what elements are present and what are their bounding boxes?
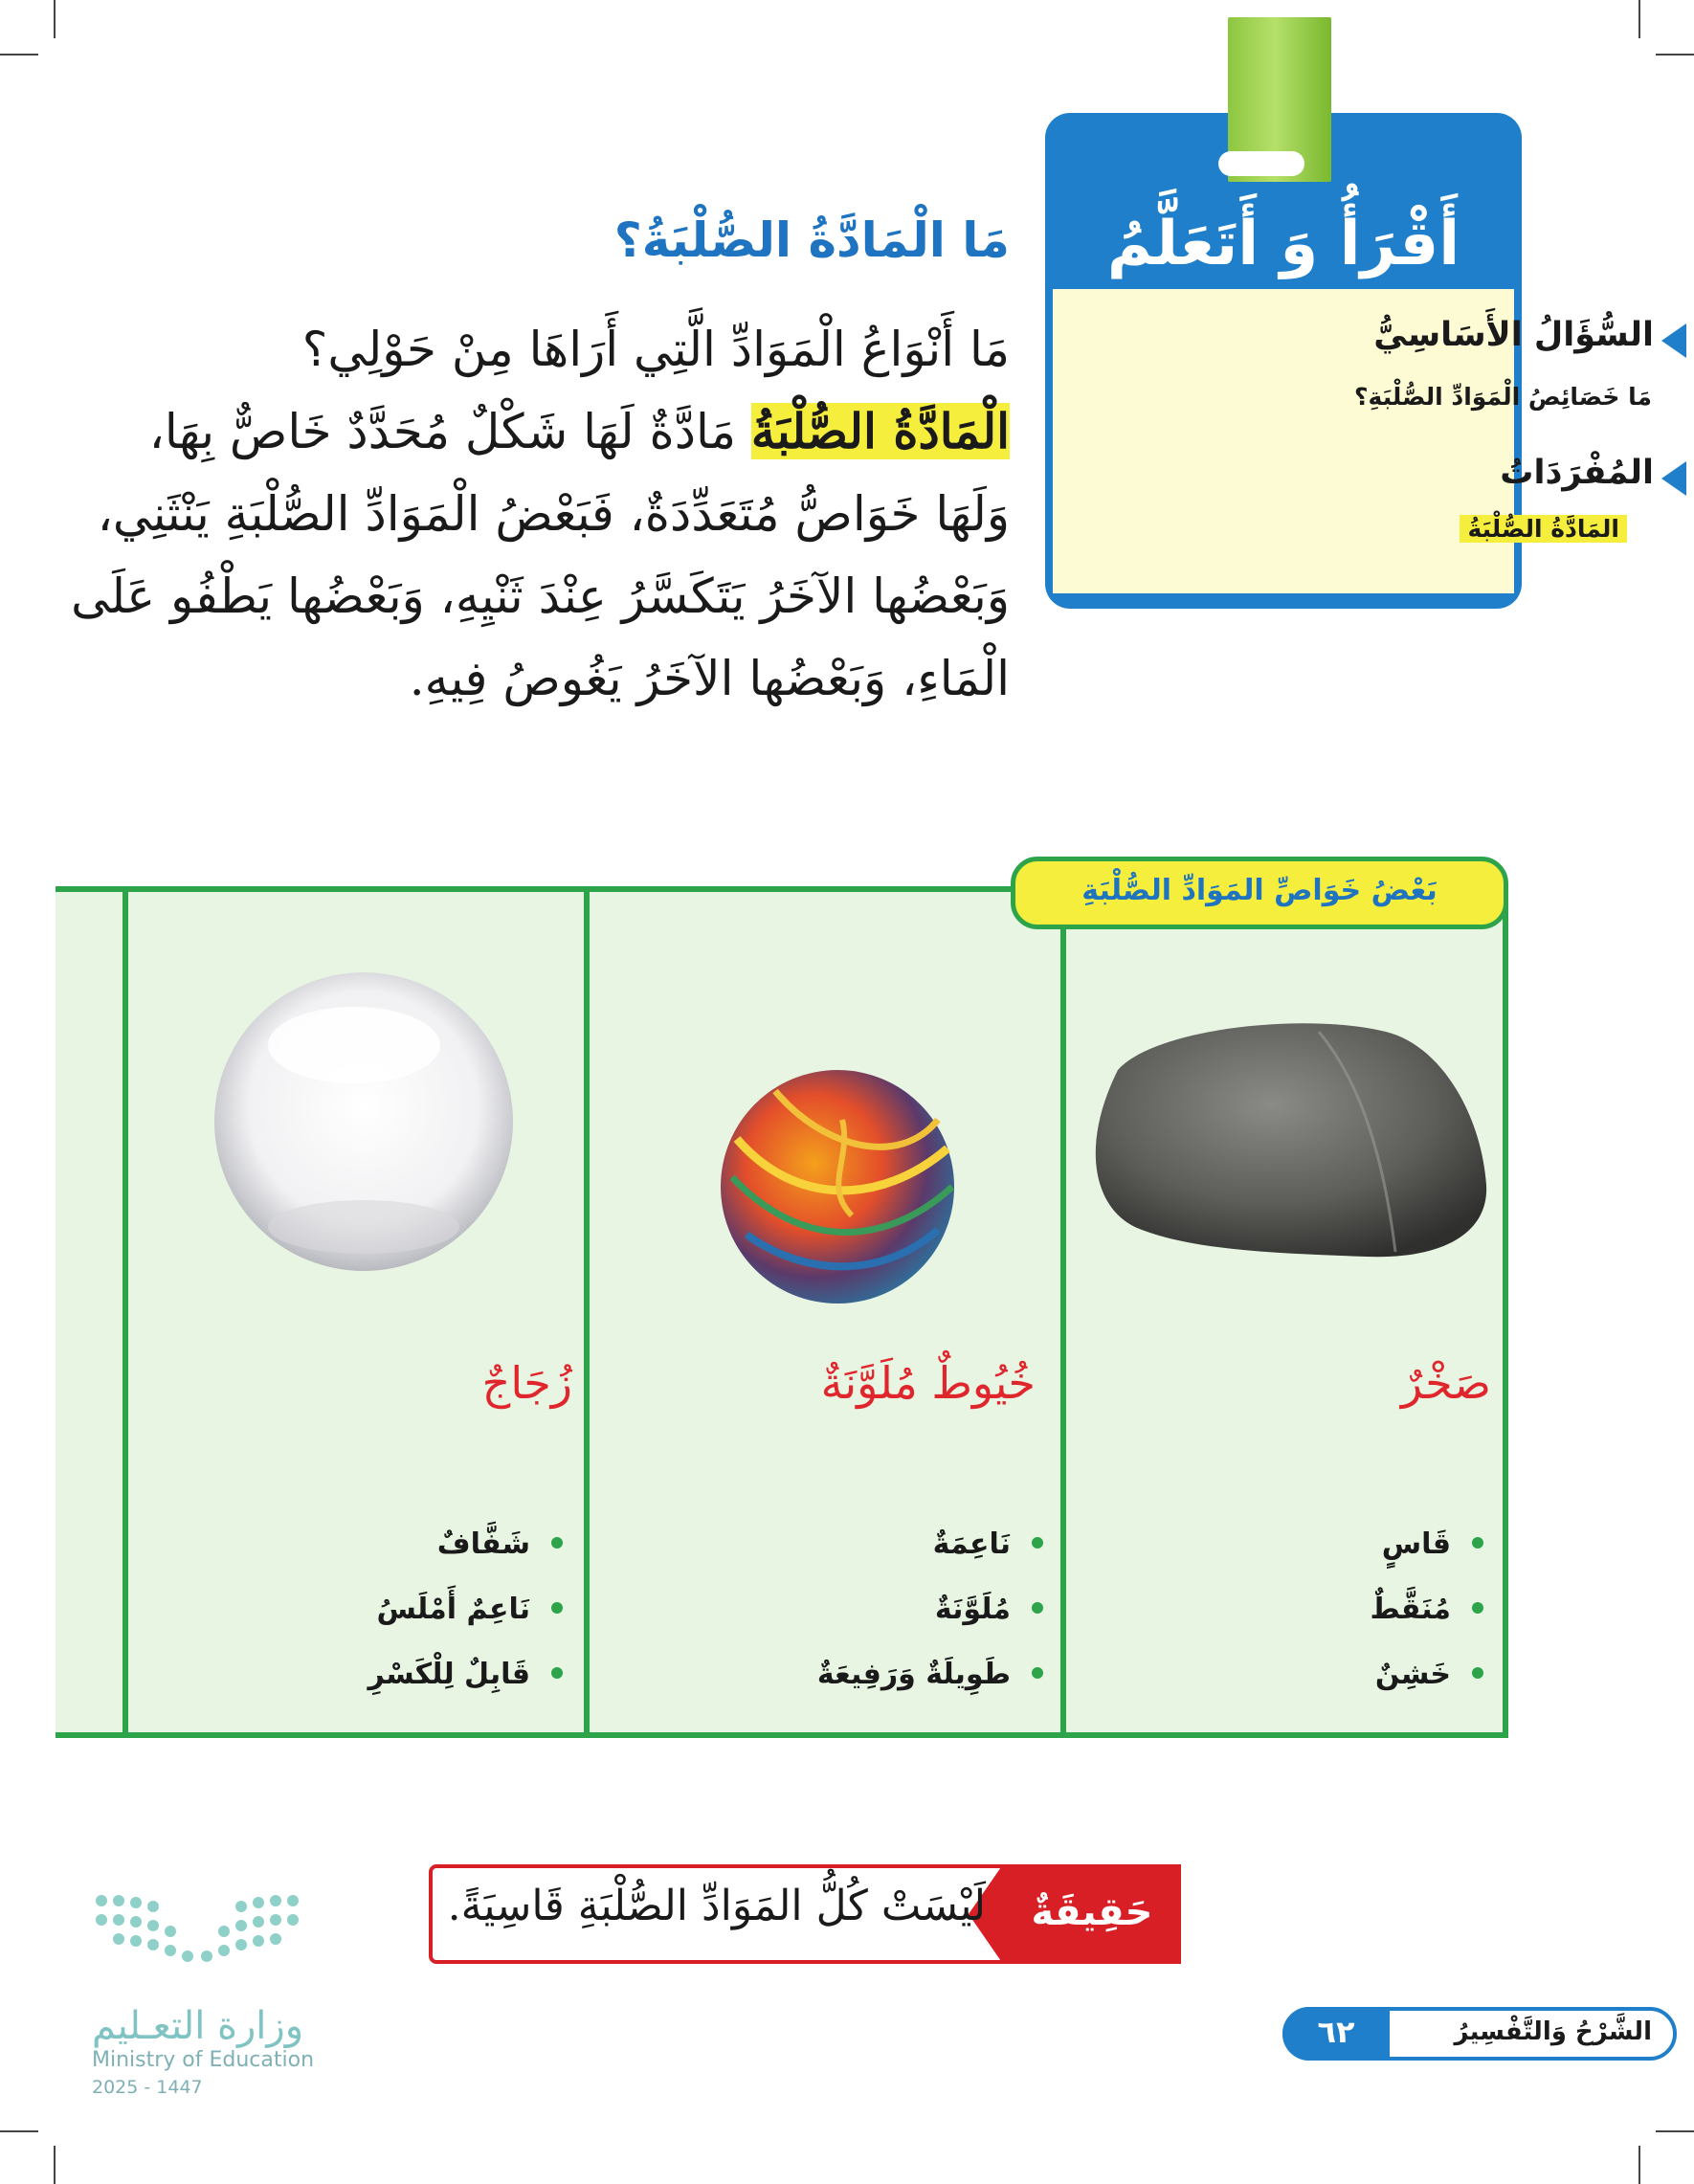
fact-label: حَقِيقَةٌ (1003, 1864, 1181, 1964)
ministry-logo-icon (92, 1882, 302, 1987)
column-divider (123, 886, 128, 1738)
list-item: طَوِيلَةٌ وَرَفِيعَةٌ (817, 1646, 1043, 1711)
crop-mark (54, 0, 56, 38)
column-divider (584, 886, 590, 1738)
section-title: مَا الْمَادَّةُ الصُّلْبَةُ؟ (613, 212, 1010, 268)
yarn-ball-image (708, 1062, 967, 1311)
material-name-glass: زُجَاجٌ (481, 1357, 572, 1409)
crop-mark (1638, 2146, 1640, 2184)
list-item: مُنَقَّطٌ (1370, 1581, 1483, 1646)
rock-properties (1370, 1516, 1483, 1711)
bullet-icon (1472, 1537, 1483, 1549)
list-item: شَفَّافٌ (368, 1516, 563, 1581)
table-caption: بَعْضُ خَوَاصِّ المَوَادِّ الصُّلْبَةِ (1011, 857, 1508, 929)
essential-question: مَا خَصَائِصُ الْمَوَادِّ الصُّلْبَةِ؟ (1354, 383, 1652, 411)
bullet-icon (1472, 1602, 1483, 1614)
fact-text: لَيْسَتْ كُلُّ المَوَادِّ الصُّلْبَةِ قَاسِيَةً. (447, 1882, 986, 1930)
vocabulary-word: المَادَّةُ الصُّلْبَةُ (1460, 515, 1627, 543)
crop-mark (0, 54, 38, 56)
body-paragraph (53, 308, 1010, 720)
crop-mark (54, 2146, 56, 2184)
ministry-year: 2025 - 1447 (92, 2077, 203, 2098)
highlighted-term: الْمَادَّةُ الصُّلْبَةُ (750, 403, 1010, 459)
list-item: مُلَوَّنَةٌ (817, 1581, 1043, 1646)
bullet-icon (551, 1667, 563, 1679)
bullet-icon (1032, 1602, 1043, 1614)
vocabulary-heading: المُفْرَدَاتُ (1500, 454, 1654, 492)
body-line-1: الْمَادَّةُ الصُّلْبَةُ مَادَّةٌ لَهَا شَكْلٌ مُحَدَّدٌ خَاصٌّ بِهَا، (148, 403, 1010, 459)
ribbon-slot (1218, 151, 1304, 176)
card-title: أَقْرَأُ وَ أَتَعَلَّمُ (1106, 209, 1460, 279)
bullet-icon (1472, 1667, 1483, 1679)
essential-question-heading: السُّؤَالُ الأَسَاسِيُّ (1373, 316, 1654, 354)
material-name-rock: صَخْرٌ (1400, 1357, 1491, 1409)
bullet-icon (551, 1602, 563, 1614)
body-line-3: وَبَعْضُها الآخَرُ يَتَكَسَّرُ عِنْدَ ثَنْيِهِ، وَبَعْضُها يَطْفُو عَلَى (71, 568, 1010, 624)
bullet-icon (551, 1537, 563, 1549)
page-number: ٦٢ (1317, 2014, 1355, 2050)
bullet-icon (1032, 1537, 1043, 1549)
glass-properties (368, 1516, 563, 1711)
crop-mark (0, 2130, 38, 2132)
rock-image (1080, 1013, 1491, 1263)
arrow-left-icon (1661, 461, 1686, 496)
list-item: قَابِلٌ لِلْكَسْرِ (368, 1646, 563, 1711)
body-question: مَا أَنْوَاعُ الْمَوَادِّ الَّتِي أَرَاهَا مِنْ حَوْلِي؟ (301, 322, 1010, 377)
crop-mark (1656, 2130, 1694, 2132)
material-name-yarn: خُيُوطٌ مُلَوَّنَةٌ (820, 1357, 1036, 1409)
column-divider (1060, 886, 1066, 1738)
body-line-4: الْمَاءِ، وَبَعْضُها الآخَرُ يَغُوصُ فِيهِ. (409, 651, 1010, 706)
list-item: قَاسٍ (1370, 1516, 1483, 1581)
body-line-2: وَلَهَا خَوَاصُّ مُتَعَدِّدَةٌ، فَبَعْضُ الْمَوَادِّ الصُّلْبَةِ يَنْثَنِي، (97, 486, 1010, 542)
list-item: نَاعِمَةٌ (817, 1516, 1043, 1581)
ministry-name-arabic: وزارة التعـليم (92, 2004, 304, 2048)
yarn-properties (817, 1516, 1043, 1711)
crop-mark (1656, 54, 1694, 56)
list-item: خَشِنٌ (1370, 1646, 1483, 1711)
arrow-left-icon (1661, 323, 1686, 358)
ministry-name-english: Ministry of Education (92, 2048, 315, 2072)
bullet-icon (1032, 1667, 1043, 1679)
crop-mark (1638, 0, 1640, 38)
glass-sphere-image (211, 969, 517, 1275)
footer-section-label: الشَّرْحُ وَالتَّفْسِيرُ (1454, 2017, 1652, 2046)
list-item: نَاعِمٌ أَمْلَسُ (368, 1581, 563, 1646)
